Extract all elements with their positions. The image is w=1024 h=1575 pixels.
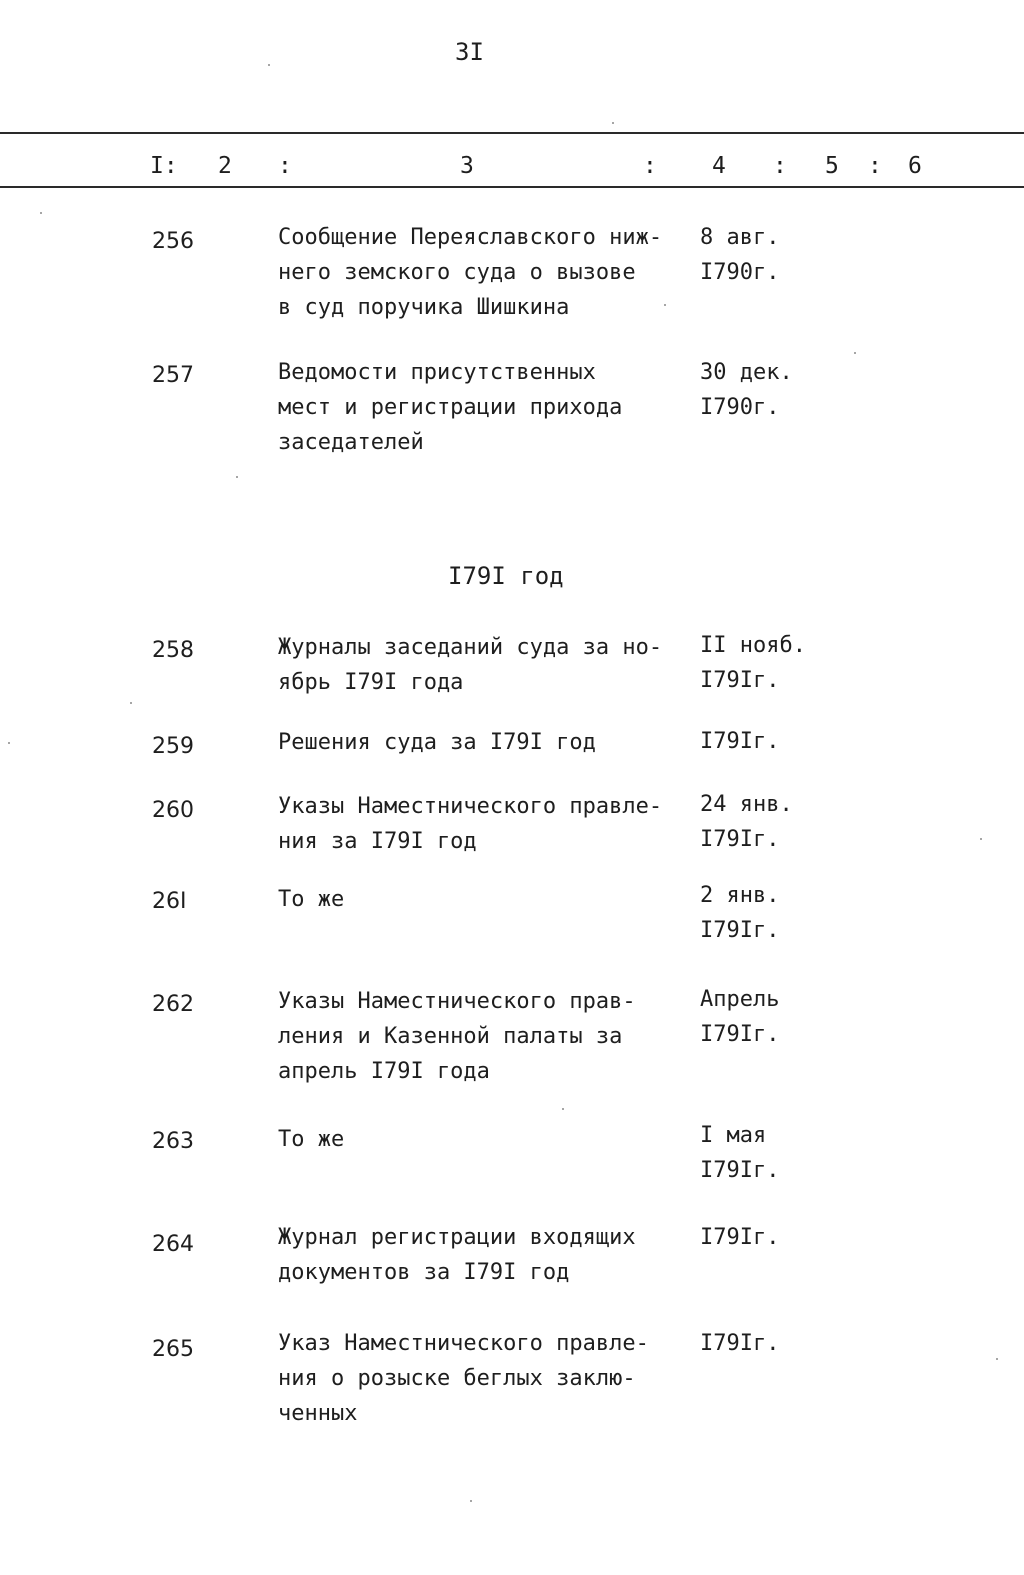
- entry-date: 8 авг. I790г.: [700, 225, 780, 285]
- scan-speck: [612, 122, 614, 124]
- entry-description: Сообщение Переяславского ниж- него земского суда о вызове в суд поручика Шишкина: [278, 225, 663, 320]
- entry-number: 26I: [152, 889, 187, 914]
- header-rule-top: [0, 132, 1024, 134]
- scan-speck: [236, 476, 238, 478]
- entry-date: 24 янв. I79Iг.: [700, 792, 793, 852]
- entry-date: I79Iг.: [700, 1331, 780, 1356]
- year-heading: I79I год: [448, 562, 564, 590]
- scan-speck: [8, 742, 10, 744]
- column-separator: :: [278, 153, 292, 179]
- scan-speck: [40, 212, 42, 214]
- entry-description: Ведомости присутственных мест и регистрации прихода заседателей: [278, 360, 623, 455]
- entry-description: Решения суда за I79I год: [278, 730, 596, 755]
- entry-date: II нояб. I79Iг.: [700, 633, 806, 693]
- entry-number: 259: [152, 734, 194, 759]
- entry-description: То же: [278, 1127, 345, 1152]
- column-separator: :: [868, 153, 882, 179]
- entry-number: 257: [152, 363, 194, 388]
- entry-description: Журнал регистрации входящих документов за I79I год: [278, 1225, 636, 1285]
- entry-description: То же: [278, 887, 345, 912]
- entry-number: 265: [152, 1337, 194, 1362]
- entry-date: 2 янв. I79Iг.: [700, 883, 780, 943]
- entry-description: Указы Наместнического прав- ления и Казенной палаты за апрель I79I года: [278, 989, 636, 1084]
- scan-speck: [854, 352, 856, 354]
- column-header-6: 6: [908, 153, 922, 179]
- entry-number: 264: [152, 1232, 194, 1257]
- entry-description: Указ Наместнического правле- ния о розыске беглых заклю- ченных: [278, 1331, 649, 1426]
- column-header-4: 4: [712, 153, 726, 179]
- scan-speck: [980, 838, 982, 840]
- entry-number: 260: [152, 798, 194, 823]
- scan-speck: [470, 1500, 472, 1502]
- header-rule-bottom: [0, 186, 1024, 188]
- entry-date: I мая I79Iг.: [700, 1123, 780, 1183]
- entry-description: Журналы заседаний суда за но- ябрь I79I года: [278, 635, 663, 695]
- scan-speck: [664, 304, 666, 306]
- column-header-1: I:: [150, 153, 178, 179]
- column-separator: :: [773, 153, 787, 179]
- entry-description: Указы Наместнического правле- ния за I79I год: [278, 794, 663, 854]
- entry-date: I79Iг.: [700, 729, 780, 754]
- column-header-3: 3: [460, 153, 474, 179]
- scan-speck: [996, 1358, 998, 1360]
- entry-date: Апрель I79Iг.: [700, 987, 780, 1047]
- column-header-5: 5: [825, 153, 839, 179]
- entry-number: 258: [152, 638, 194, 663]
- entry-number: 262: [152, 992, 194, 1017]
- page-number: 3I: [455, 38, 484, 66]
- column-header-2: 2: [218, 153, 232, 179]
- column-separator: :: [643, 153, 657, 179]
- scan-speck: [562, 1108, 564, 1110]
- entry-number: 256: [152, 229, 194, 254]
- entry-date: 30 дек. I790г.: [700, 360, 793, 420]
- entry-date: I79Iг.: [700, 1225, 780, 1250]
- entry-number: 263: [152, 1129, 194, 1154]
- scan-speck: [130, 702, 132, 704]
- scan-speck: [268, 64, 270, 66]
